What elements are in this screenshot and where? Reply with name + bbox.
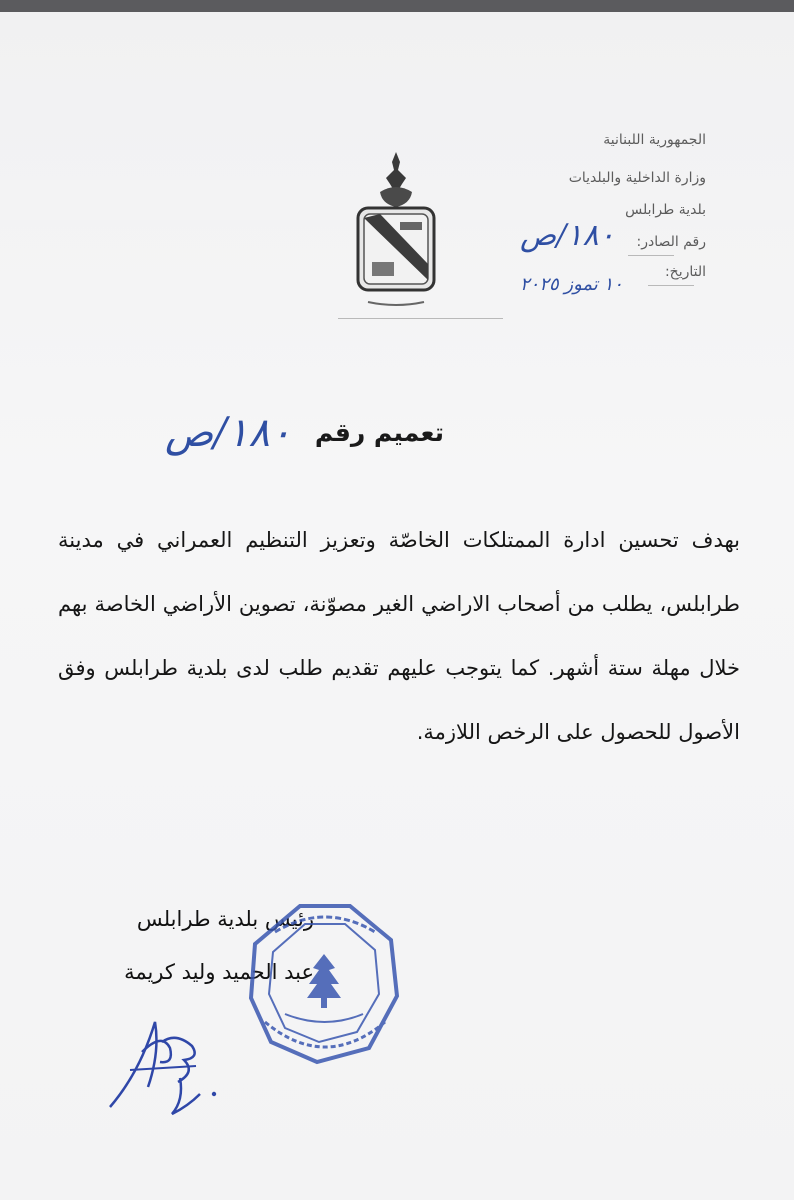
circular-body: بهدف تحسين ادارة الممتلكات الخاصّة وتعزيز التنظيم العمراني في مدينة طرابلس، يطلب من أصحاب الاراضي الغير مصوّنة، تصوين الأراضي الخاصة بهم خلال مهلة ستة أشهر. كما يتوجب عليهم تقديم طلب لدى بلدية طرابلس وفق الأصول للحصول على الرخص اللازمة.	[58, 528, 740, 744]
header-ref-label: رقم الصادر:	[636, 234, 706, 250]
handwritten-ref-number: ١٨٠/ص	[520, 218, 615, 253]
municipality-emblem-icon	[350, 152, 442, 322]
emblem-divider	[338, 318, 503, 319]
handwritten-date: ١٠ تموز ٢٠٢٥	[520, 274, 623, 295]
header-municipality: بلدية طرابلس	[625, 202, 706, 218]
circular-title: تعميم رقم	[314, 418, 444, 447]
header-ministry: وزارة الداخلية والبلديات	[568, 170, 706, 186]
handwritten-signature-icon	[100, 1012, 240, 1122]
header-date-label: التاريخ:	[664, 264, 706, 280]
signatory-name: عبد الحميد وليد كريمة	[124, 960, 314, 984]
handwritten-circular-number: ١٨٠/ص	[165, 410, 292, 456]
header-republic: الجمهورية اللبنانية	[603, 132, 706, 148]
ref-underline	[628, 255, 674, 256]
document-page	[0, 12, 794, 1200]
official-stamp-icon	[245, 902, 403, 1066]
signatory-role: رئيس بلدية طرابلس	[136, 907, 314, 931]
date-underline	[648, 285, 694, 286]
